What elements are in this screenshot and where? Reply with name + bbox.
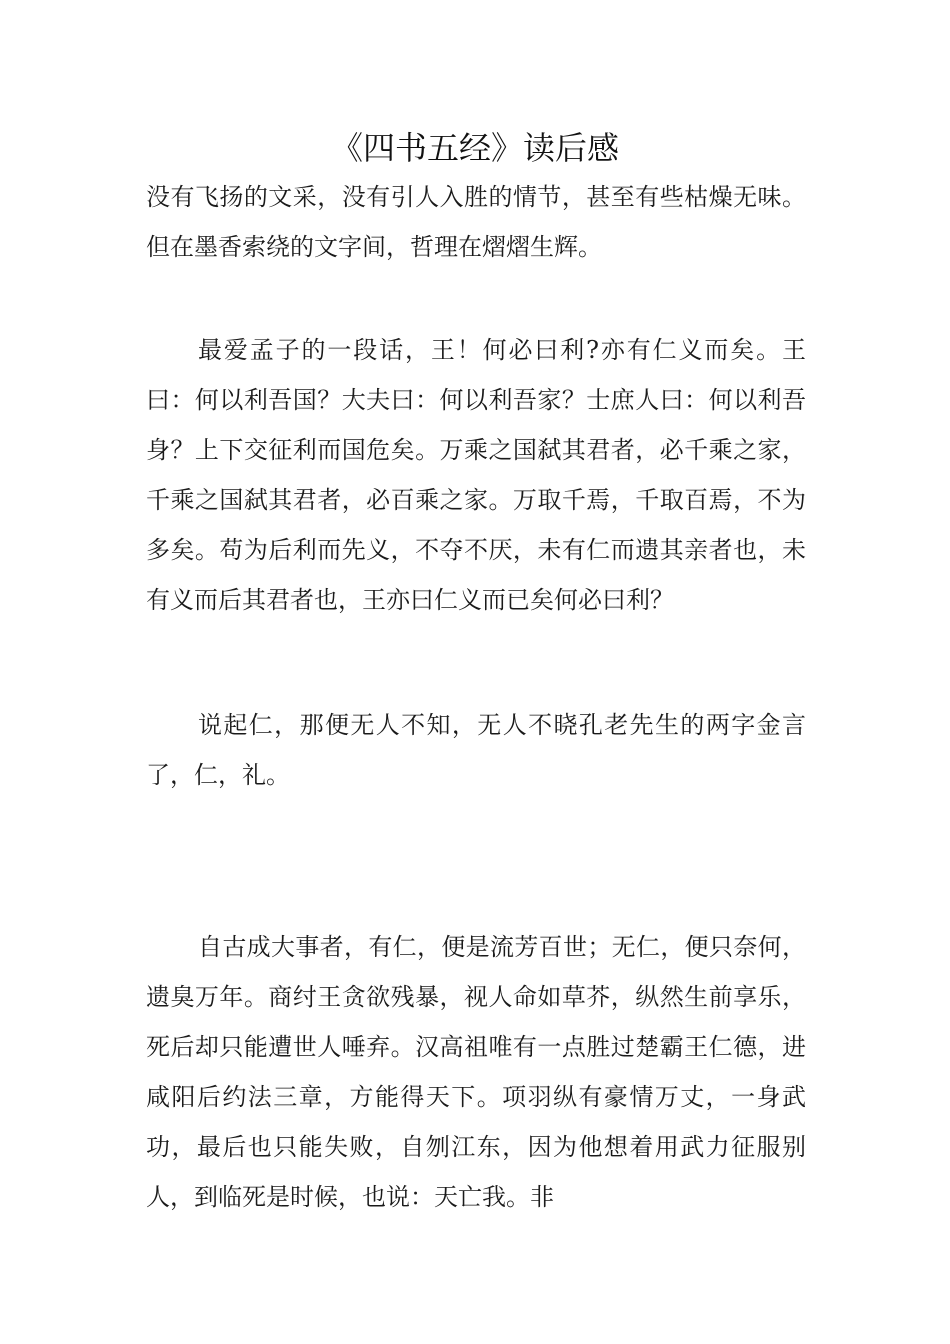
paragraph-history-examples: 自古成大事者，有仁，便是流芳百世；无仁，便只奈何，遗臭万年。商纣王贪欲残暴，视人命如草芥，纵然生前享乐，死后却只能遭世人唾弃。汉高祖唯有一点胜过楚霸王仁德，进咸阳后约法三章，方能得天下。项羽纵有豪情万丈，一身武功，最后也只能失败，自刎江东，因为他想着用武力征服别人，到临死是时候，也说：天亡我。非 bbox=[146, 933, 806, 1211]
paragraph-intro: 没有飞扬的文采，没有引人入胜的情节，甚至有些枯燥无味。但在墨香索绕的文字间，哲理在熠熠生辉。 bbox=[146, 183, 806, 261]
paragraph-mencius-quote: 最爱孟子的一段话，王！何必曰利?亦有仁义而矣。王曰：何以利吾国？大夫曰：何以利吾家？士庶人曰：何以利吾身？上下交征利而国危矣。万乘之国弑其君者，必千乘之家，千乘之国弑其君者，必百乘之家。万取千焉，千取百焉，不为多矣。苟为后利而先义，不夺不厌，未有仁而遗其亲者也，未有义而后其君者也，王亦曰仁义而已矣何必曰利？ bbox=[146, 336, 806, 614]
paragraph-confucius-ren: 说起仁，那便无人不知，无人不晓孔老先生的两字金言了，仁，礼。 bbox=[146, 711, 806, 789]
document-title: 《四书五经》读后感 bbox=[330, 129, 619, 167]
